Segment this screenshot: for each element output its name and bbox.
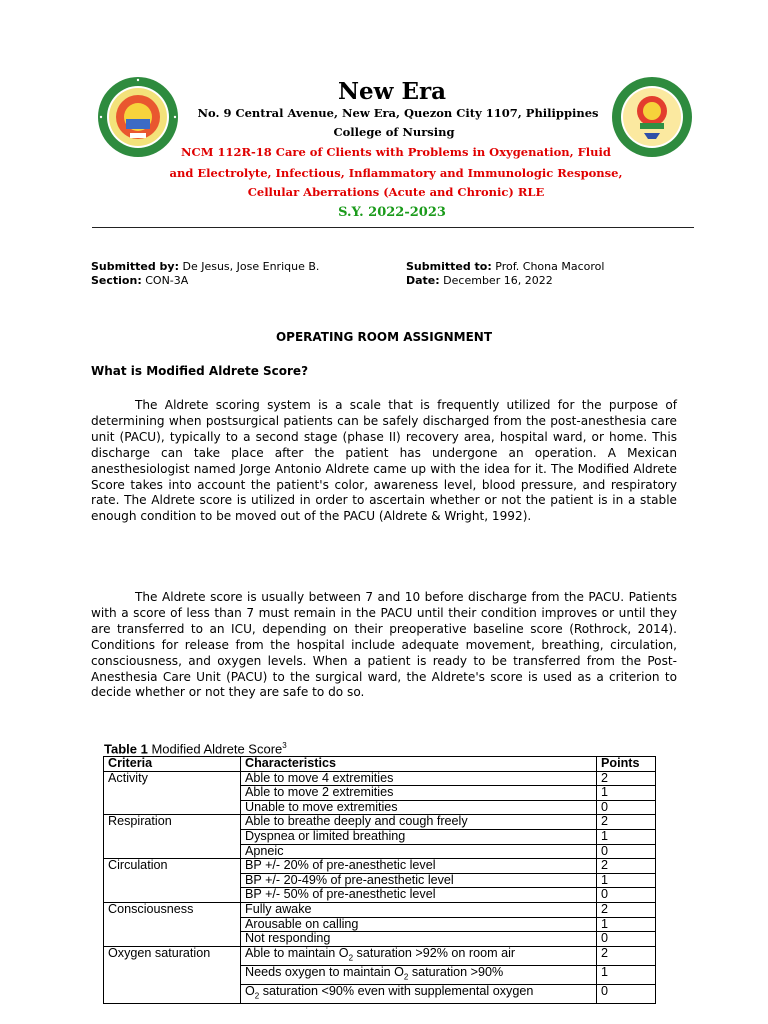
points-cell: 2 bbox=[597, 771, 656, 786]
criteria-cell: Circulation bbox=[104, 859, 241, 903]
table-caption-number: Table 1 bbox=[104, 741, 148, 757]
date bbox=[406, 274, 553, 287]
subscript: 2 bbox=[254, 991, 260, 1001]
points-cell: 2 bbox=[597, 902, 656, 917]
characteristic-text: Needs oxygen to maintain O bbox=[245, 964, 404, 979]
submitted-to bbox=[406, 260, 604, 273]
characteristic-cell bbox=[241, 946, 597, 965]
table-caption-text: Modified Aldrete Score bbox=[147, 741, 283, 757]
characteristic-cell: Arousable on calling bbox=[241, 917, 597, 932]
characteristic-cell: BP +/- 20% of pre-anesthetic level bbox=[241, 859, 597, 874]
characteristic-cell: Able to breathe deeply and cough freely bbox=[241, 815, 597, 830]
question-heading: What is Modified Aldrete Score? bbox=[91, 364, 309, 378]
characteristic-cell bbox=[241, 965, 597, 984]
submitted-by-label: Submitted by: bbox=[91, 260, 179, 273]
submitted-to-label: Submitted to: bbox=[406, 260, 492, 273]
points-cell: 0 bbox=[597, 888, 656, 903]
characteristic-cell: Unable to move extremities bbox=[241, 800, 597, 815]
table-row bbox=[104, 859, 656, 874]
section-label: Section: bbox=[91, 274, 142, 287]
university-address: No. 9 Central Avenue, New Era, Quezon City 1107, Philippines bbox=[197, 106, 599, 120]
points-cell: 2 bbox=[597, 946, 656, 965]
points-cell: 1 bbox=[597, 829, 656, 844]
characteristic-cell: Able to move 4 extremities bbox=[241, 771, 597, 786]
points-cell: 2 bbox=[597, 815, 656, 830]
points-cell: 0 bbox=[597, 844, 656, 859]
criteria-cell: Oxygen saturation bbox=[104, 946, 241, 1003]
submitted-by bbox=[91, 260, 319, 273]
paragraph-1-text: The Aldrete scoring system is a scale that is frequently utilized for the purpose of determining when postsurgical patients can be safely discharged from the post-anesthesia care unit (PACU), typically to a second stage (phase II) recovery area, hospital ward, or home. This discharge can take place after the patient has undergone an operation. A Mexican anesthesiologist named Jorge Antonio Aldrete came up with the idea for it. The Modified Aldrete Score takes into account the patient's color, awareness level, blood pressure, and respiratory rate. The Aldrete score is utilized in order to ascertain whether or not the patient is in a stable enough condition to be moved out of the PACU (Aldrete & Wright, 1992). bbox=[91, 398, 677, 524]
aldrete-score-table bbox=[103, 756, 656, 1004]
school-year: S.Y. 2022-2023 bbox=[338, 205, 446, 220]
header-criteria: Criteria bbox=[104, 757, 241, 772]
college-name: College of Nursing bbox=[333, 125, 455, 139]
table-header-row bbox=[104, 757, 656, 772]
submitted-to-value: Prof. Chona Macorol bbox=[495, 260, 605, 273]
header-divider bbox=[92, 227, 694, 228]
course-title-line3: Cellular Aberrations (Acute and Chronic) RLE bbox=[247, 185, 545, 199]
criteria-cell: Respiration bbox=[104, 815, 241, 859]
table-row bbox=[104, 902, 656, 917]
characteristic-cell: BP +/- 20-49% of pre-anesthetic level bbox=[241, 873, 597, 888]
table-caption bbox=[104, 741, 287, 756]
points-cell: 1 bbox=[597, 786, 656, 801]
characteristic-text: saturation >92% on room air bbox=[353, 945, 516, 960]
characteristic-text: saturation <90% even with supplemental oxygen bbox=[259, 983, 534, 998]
date-value: December 16, 2022 bbox=[443, 274, 553, 287]
points-cell: 1 bbox=[597, 873, 656, 888]
points-cell: 1 bbox=[597, 917, 656, 932]
table-caption-reference: 3 bbox=[282, 741, 287, 750]
characteristic-text: O bbox=[245, 983, 255, 998]
header-characteristics: Characteristics bbox=[241, 757, 597, 772]
assignment-title: OPERATING ROOM ASSIGNMENT bbox=[275, 330, 493, 344]
characteristic-cell: Not responding bbox=[241, 932, 597, 947]
characteristic-cell: Able to move 2 extremities bbox=[241, 786, 597, 801]
points-cell: 0 bbox=[597, 800, 656, 815]
table-row bbox=[104, 771, 656, 786]
points-cell: 0 bbox=[597, 932, 656, 947]
subscript: 2 bbox=[403, 972, 409, 982]
characteristic-cell: BP +/- 50% of pre-anesthetic level bbox=[241, 888, 597, 903]
header-points: Points bbox=[597, 757, 656, 772]
characteristic-text: saturation >90% bbox=[408, 964, 504, 979]
university-name: New Era bbox=[337, 78, 446, 105]
characteristic-text: Able to maintain O bbox=[245, 945, 349, 960]
paragraph-2-text: The Aldrete score is usually between 7 and 10 before discharge from the PACU. Patients with a score of less than 7 must remain in the PACU until their condition improves or until they are transferred to an ICU, depending on their preoperative baseline score (Rothrock, 2014). Conditions for release from the hospital include adequate movement, breathing, circulation, consciousness, and oxygen levels. When a patient is ready to be transferred from the Post-Anesthesia Care Unit (PACU) to the surgical ward, the Aldrete's score is used as a criterion to decide whether or not they are safe to do so. bbox=[91, 590, 677, 700]
paragraph-1 bbox=[91, 398, 677, 525]
course-title-line1: NCM 112R-18 Care of Clients with Problems in Oxygenation, Fluid bbox=[181, 145, 611, 159]
course-title-line2: and Electrolyte, Infectious, Inflammatory and Immunologic Response, bbox=[169, 166, 623, 180]
characteristic-cell: Dyspnea or limited breathing bbox=[241, 829, 597, 844]
subscript: 2 bbox=[348, 953, 354, 963]
points-cell: 2 bbox=[597, 859, 656, 874]
submitted-by-value: De Jesus, Jose Enrique B. bbox=[182, 260, 320, 273]
section bbox=[91, 274, 188, 287]
characteristic-cell: Apneic bbox=[241, 844, 597, 859]
table-row bbox=[104, 946, 656, 965]
criteria-cell: Consciousness bbox=[104, 902, 241, 946]
points-cell: 1 bbox=[597, 965, 656, 984]
characteristic-cell: Fully awake bbox=[241, 902, 597, 917]
table-row bbox=[104, 815, 656, 830]
date-label: Date: bbox=[406, 274, 440, 287]
criteria-cell: Activity bbox=[104, 771, 241, 815]
characteristic-cell bbox=[241, 984, 597, 1003]
points-cell: 0 bbox=[597, 984, 656, 1003]
section-value: CON-3A bbox=[145, 274, 189, 287]
table-body bbox=[104, 771, 656, 1003]
paragraph-2 bbox=[91, 590, 677, 701]
